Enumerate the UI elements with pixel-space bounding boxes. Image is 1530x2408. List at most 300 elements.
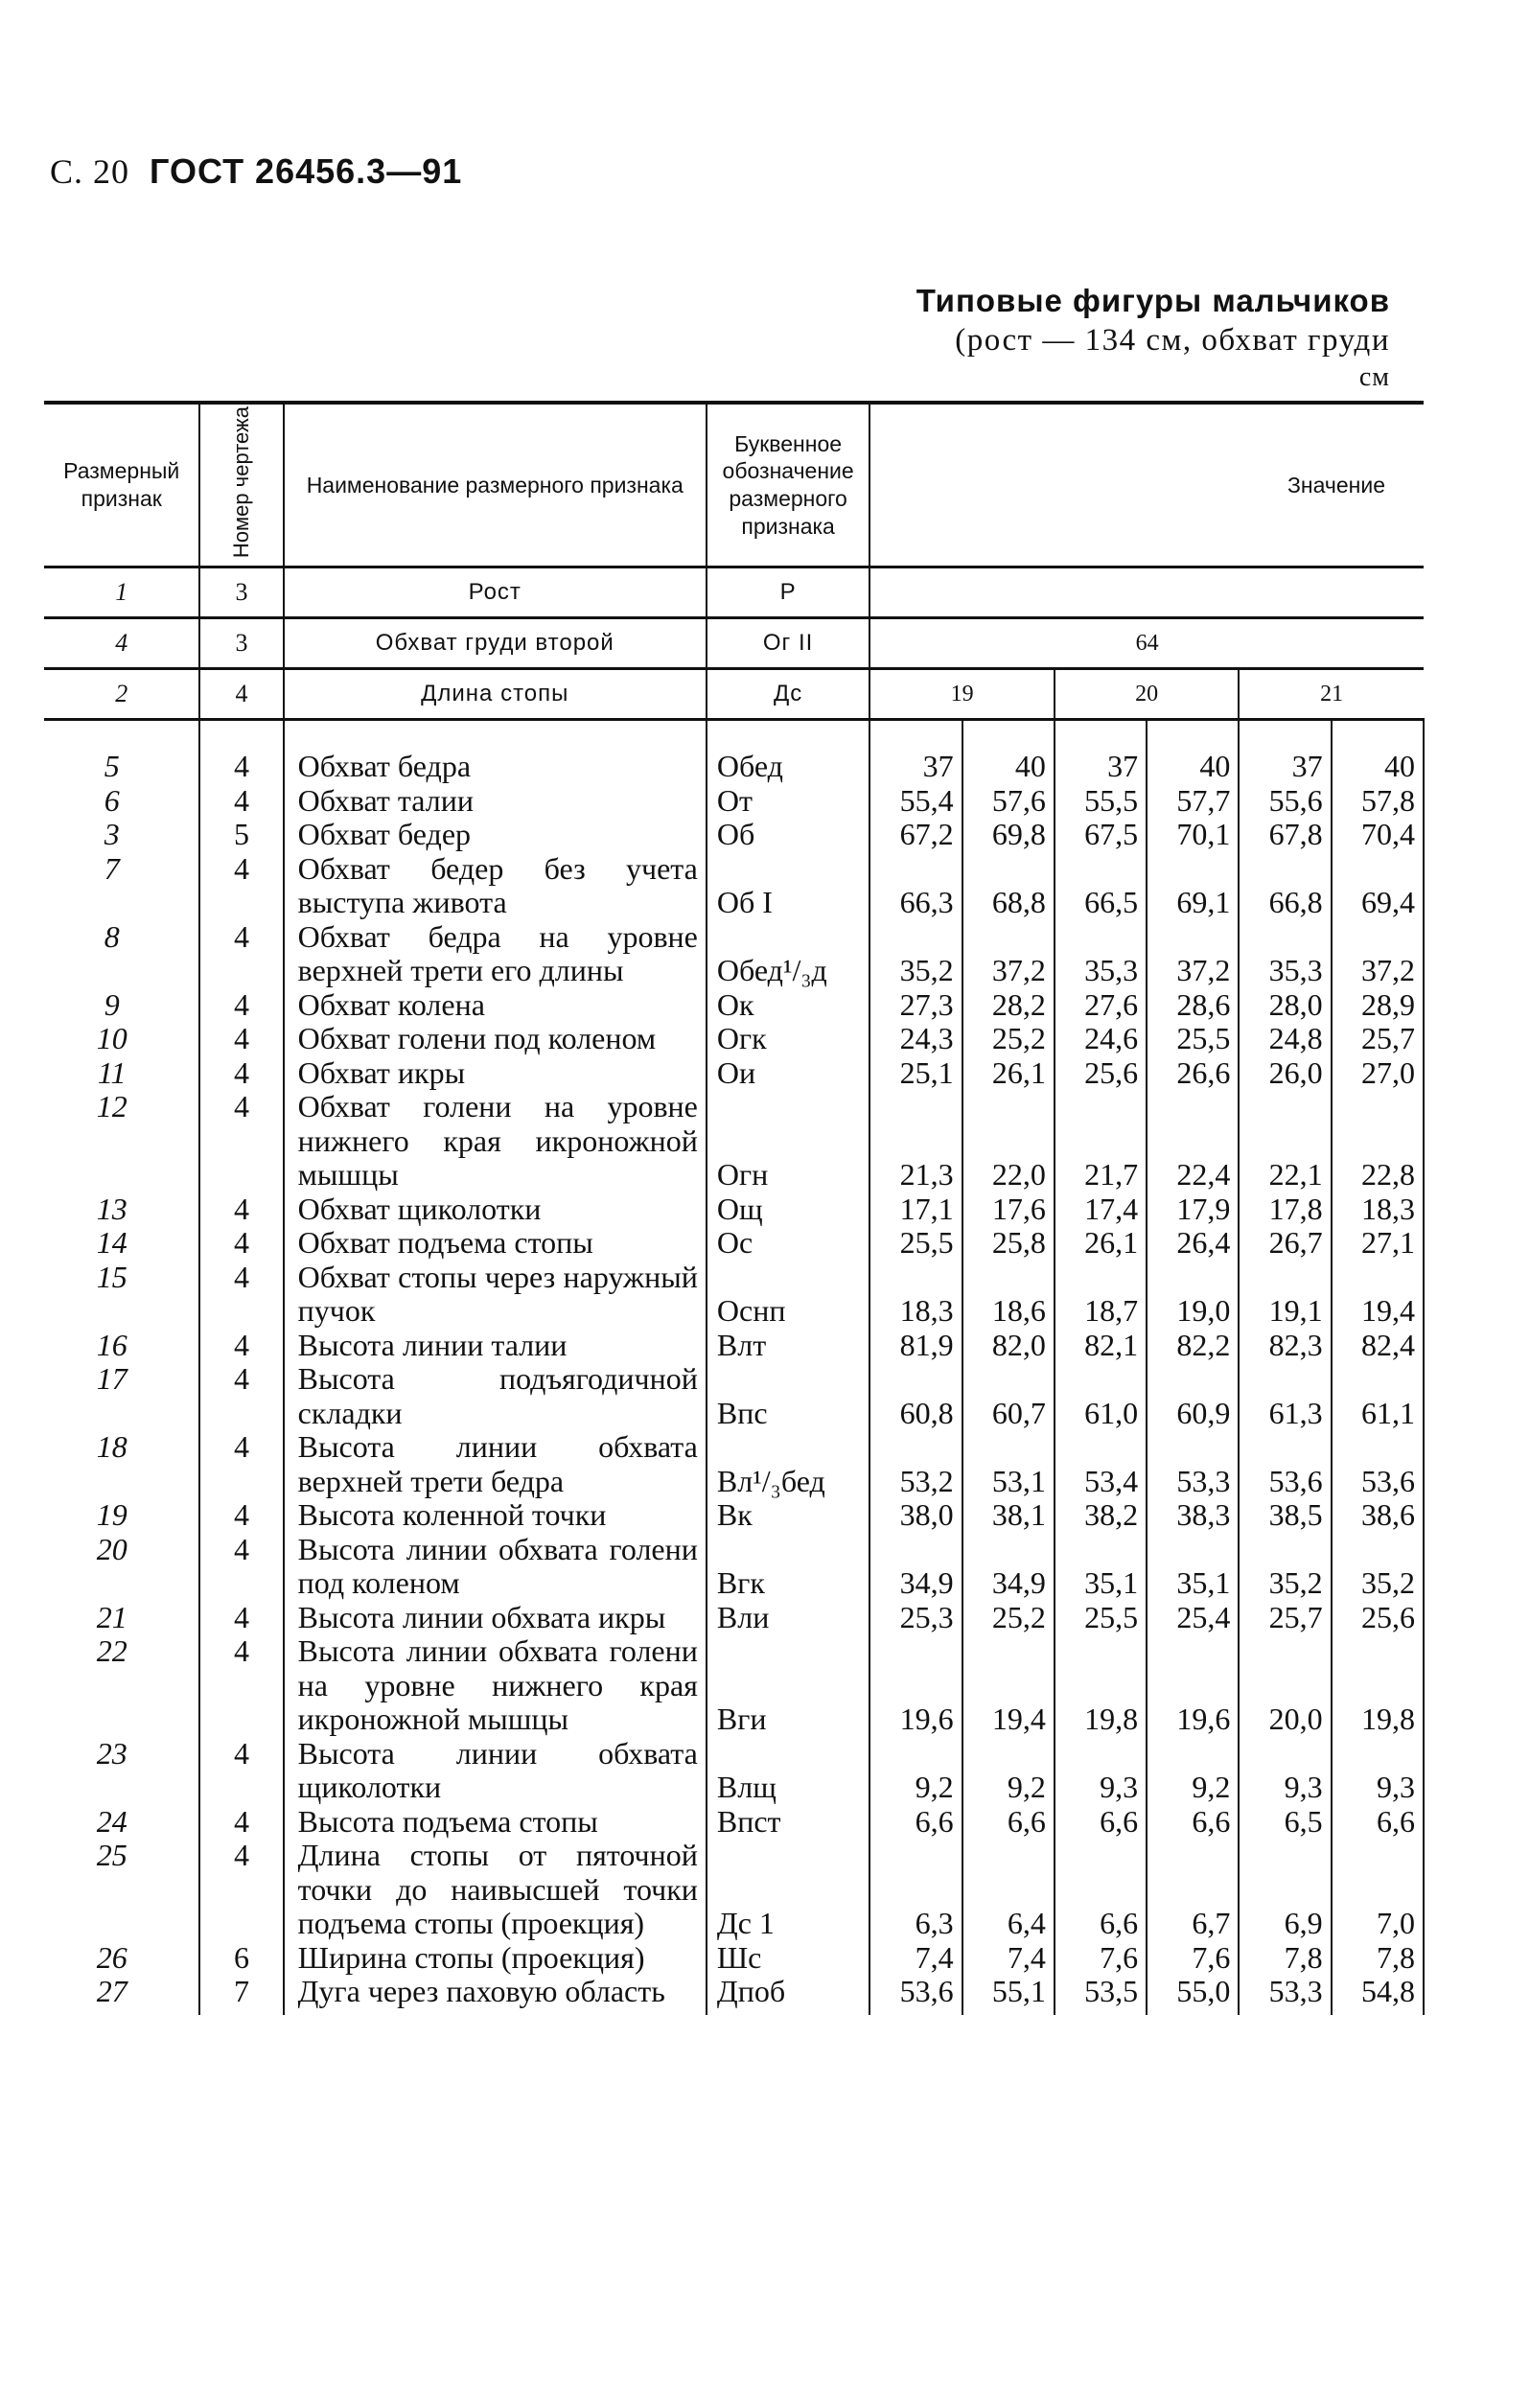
table-row	[44, 1737, 1424, 1805]
param-value: 35,1	[1055, 1533, 1147, 1601]
param-value: 53,3	[1239, 1975, 1331, 2015]
drawing-number: 4	[199, 1430, 283, 1498]
table-row	[44, 852, 1424, 920]
drawing-number: 4	[199, 1634, 283, 1737]
table-row	[44, 1839, 1424, 1941]
row-number: 23	[96, 1735, 128, 1771]
spacer-cell	[199, 720, 283, 751]
param-value: 19,1	[1239, 1261, 1331, 1329]
drawing-number: 4	[199, 1601, 283, 1635]
param-name: Высота линии обхвата щиколотки	[284, 1737, 707, 1805]
row-number: 11	[97, 1054, 127, 1090]
row-number: 9	[104, 986, 120, 1022]
col-header-value: Значение	[869, 403, 1424, 567]
param-value: 25,7	[1332, 1022, 1424, 1056]
param-value: 25,6	[1055, 1056, 1147, 1091]
spacer-row	[44, 720, 1424, 751]
param-value: 70,1	[1147, 818, 1239, 852]
row-number: 20	[96, 1531, 128, 1566]
header-rows	[44, 567, 1424, 720]
param-value: 57,7	[1147, 784, 1239, 819]
param-value: 28,6	[1147, 988, 1239, 1023]
table-row	[44, 988, 1424, 1023]
param-value: 17,1	[869, 1192, 962, 1227]
param-value: 6,4	[962, 1839, 1055, 1941]
param-value: 7,8	[1239, 1941, 1331, 1976]
row-number: 18	[96, 1429, 128, 1464]
param-value: 57,8	[1332, 784, 1424, 819]
page-number: С. 20	[50, 152, 130, 191]
param-value: 35,2	[1332, 1533, 1424, 1601]
param-value: 22,4	[1147, 1090, 1239, 1192]
param-symbol: Ок	[707, 988, 869, 1023]
param-symbol: Дс	[707, 669, 869, 720]
param-value: 26,6	[1147, 1056, 1239, 1091]
param-value: 19,8	[1332, 1634, 1424, 1737]
drawing-number: 4	[199, 920, 283, 988]
param-value: 35,2	[869, 920, 962, 988]
row-number: 25	[96, 1838, 128, 1872]
row-number: 19	[96, 1497, 128, 1532]
param-value: 28,0	[1239, 988, 1331, 1023]
param-value: 82,2	[1147, 1329, 1239, 1363]
foot-length-row	[44, 669, 1424, 720]
param-value: 70,4	[1332, 818, 1424, 852]
table-row	[44, 920, 1424, 988]
table-row	[44, 1805, 1424, 1840]
param-value: 22,1	[1239, 1090, 1331, 1192]
param-name: Обхват бедер без учета выступа живота	[284, 852, 707, 920]
row-number: 2	[44, 669, 199, 720]
param-symbol: Р	[707, 567, 869, 618]
param-value: 40	[962, 750, 1055, 784]
param-value: 40	[1147, 750, 1239, 784]
param-value: 25,2	[962, 1601, 1055, 1635]
param-symbol: Впс	[707, 1362, 869, 1430]
param-value: 55,5	[1055, 784, 1147, 819]
param-value: 19,0	[1147, 1261, 1239, 1329]
param-value: 38,2	[1055, 1498, 1147, 1533]
row-number: 3	[104, 817, 120, 851]
title-line-1: Типовые фигуры мальчиков	[916, 283, 1390, 318]
param-value: 37,2	[1147, 920, 1239, 988]
param-value: 18,3	[869, 1261, 962, 1329]
table-header-row	[44, 403, 1424, 567]
param-value: 19,4	[1332, 1261, 1424, 1329]
param-name: Рост	[284, 567, 707, 618]
param-value: 17,6	[962, 1192, 1055, 1227]
drawing-number: 4	[199, 1362, 283, 1430]
param-symbol: Ои	[707, 1056, 869, 1091]
spacer-cell	[1332, 720, 1424, 751]
row-number: 1	[44, 567, 199, 618]
param-value: 53,6	[869, 1975, 962, 2015]
row-number: 21	[96, 1599, 128, 1634]
foot-size-value: 19	[869, 669, 1055, 720]
param-value: 7,6	[1055, 1941, 1147, 1976]
param-value: 20,0	[1239, 1634, 1331, 1737]
param-value: 26,1	[1055, 1226, 1147, 1261]
param-name: Обхват щиколотки	[284, 1192, 707, 1227]
param-value: 27,3	[869, 988, 962, 1023]
spacer-cell	[962, 720, 1055, 751]
param-value: 69,8	[962, 818, 1055, 852]
param-name: Высота линии обхвата голени под коленом	[284, 1533, 707, 1601]
param-value: 61,1	[1332, 1362, 1424, 1430]
param-symbol: Ос	[707, 1226, 869, 1261]
param-value: 54,8	[1332, 1975, 1424, 2015]
drawing-number: 7	[199, 1975, 283, 2015]
param-value: 38,1	[962, 1498, 1055, 1533]
param-value: 53,3	[1147, 1430, 1239, 1498]
param-value: 61,3	[1239, 1362, 1331, 1430]
param-value: 35,1	[1147, 1533, 1239, 1601]
param-value: 24,6	[1055, 1022, 1147, 1056]
row-number: 27	[96, 1974, 128, 2008]
param-value: 6,7	[1147, 1839, 1239, 1941]
row-number: 8	[104, 918, 120, 954]
param-value: 82,1	[1055, 1329, 1147, 1363]
param-value: 25,1	[869, 1056, 962, 1091]
param-name: Обхват стопы через наружный пучок	[284, 1261, 707, 1329]
drawing-number: 3	[199, 618, 283, 669]
table-row	[44, 818, 1424, 852]
drawing-number: 4	[199, 852, 283, 920]
param-symbol: Впст	[707, 1805, 869, 1840]
param-value: 6,9	[1239, 1839, 1331, 1941]
row-number: 14	[96, 1225, 128, 1260]
param-symbol: Вл¹/₃бед	[707, 1430, 869, 1498]
param-value: 53,6	[1239, 1430, 1331, 1498]
param-value: 6,6	[962, 1805, 1055, 1840]
param-name: Дуга через паховую область	[284, 1975, 707, 2015]
param-value: 6,6	[869, 1805, 962, 1840]
param-value: 37,2	[962, 920, 1055, 988]
param-value: 38,5	[1239, 1498, 1331, 1533]
param-name: Длина стопы от пяточной точки до наивысшей точки подъема стопы (проекция)	[284, 1839, 707, 1941]
drawing-number: 4	[199, 1226, 283, 1261]
param-value: 28,2	[962, 988, 1055, 1023]
row-number: 15	[96, 1259, 128, 1294]
param-value: 37	[1055, 750, 1147, 784]
param-value: 26,4	[1147, 1226, 1239, 1261]
param-symbol: Вли	[707, 1601, 869, 1635]
param-symbol: Обед¹/₃д	[707, 920, 869, 988]
param-value: 21,7	[1055, 1090, 1147, 1192]
param-value: 64	[869, 618, 1424, 669]
param-value: 6,6	[1055, 1805, 1147, 1840]
param-symbol: Дс 1	[707, 1839, 869, 1941]
param-value: 38,0	[869, 1498, 962, 1533]
param-symbol: Об	[707, 818, 869, 852]
param-value: 27,1	[1332, 1226, 1424, 1261]
param-value: 18,7	[1055, 1261, 1147, 1329]
table-row	[44, 1022, 1424, 1056]
param-name: Ширина стопы (проекция)	[284, 1941, 707, 1976]
param-value: 55,6	[1239, 784, 1331, 819]
row-number: 5	[104, 749, 120, 783]
param-value: 27,6	[1055, 988, 1147, 1023]
param-value: 38,3	[1147, 1498, 1239, 1533]
drawing-number: 4	[199, 1056, 283, 1091]
drawing-number: 4	[199, 784, 283, 819]
param-name: Обхват икры	[284, 1056, 707, 1091]
param-value: 55,4	[869, 784, 962, 819]
table-row	[44, 1362, 1424, 1430]
param-value: 9,3	[1332, 1737, 1424, 1805]
param-name: Высота линии обхвата голени на уровне нижнего края икроножной мышцы	[284, 1634, 707, 1737]
param-symbol: Шс	[707, 1941, 869, 1976]
param-value: 9,2	[962, 1737, 1055, 1805]
param-value: 25,6	[1332, 1601, 1424, 1635]
row-number: 17	[96, 1361, 128, 1396]
param-name: Обхват бедра на уровне верхней трети его длины	[284, 920, 707, 988]
param-name: Обхват талии	[284, 784, 707, 819]
drawing-number: 4	[199, 669, 283, 720]
param-value: 25,8	[962, 1226, 1055, 1261]
param-value: 18,6	[962, 1261, 1055, 1329]
drawing-number: 4	[199, 1022, 283, 1056]
drawing-number: 3	[199, 567, 283, 618]
param-value: 67,8	[1239, 818, 1331, 852]
param-value: 69,1	[1147, 852, 1239, 920]
title-line-2: (рост — 134 см, обхват груди	[955, 323, 1390, 358]
param-value: 40	[1332, 750, 1424, 784]
table-row	[44, 1056, 1424, 1091]
param-value: 7,4	[962, 1941, 1055, 1976]
param-value: 7,8	[1332, 1941, 1424, 1976]
param-value: 61,0	[1055, 1362, 1147, 1430]
param-value: 53,1	[962, 1430, 1055, 1498]
param-value: 25,5	[869, 1226, 962, 1261]
col-header-nomer	[199, 403, 283, 567]
param-name: Обхват колена	[284, 988, 707, 1023]
param-symbol: Влщ	[707, 1737, 869, 1805]
param-value: 9,3	[1055, 1737, 1147, 1805]
spacer-cell	[707, 720, 869, 751]
param-symbol: Вк	[707, 1498, 869, 1533]
param-value: 37	[1239, 750, 1331, 784]
drawing-number: 4	[199, 1737, 283, 1805]
param-symbol: Огк	[707, 1022, 869, 1056]
document-code: ГОСТ 26456.3—91	[150, 151, 463, 191]
param-value: 24,3	[869, 1022, 962, 1056]
param-value: 22,8	[1332, 1090, 1424, 1192]
table-row	[44, 784, 1424, 819]
param-value: 34,9	[869, 1533, 962, 1601]
param-value: 67,2	[869, 818, 962, 852]
param-name: Высота линии талии	[284, 1329, 707, 1363]
param-name: Высота подъема стопы	[284, 1805, 707, 1840]
table-row	[44, 1941, 1424, 1976]
param-value: 19,6	[1147, 1634, 1239, 1737]
param-value: 69,4	[1332, 852, 1424, 920]
table-row	[44, 1533, 1424, 1601]
table-row	[44, 1226, 1424, 1261]
param-value: 60,9	[1147, 1362, 1239, 1430]
table-row	[44, 1430, 1424, 1498]
drawing-number: 4	[199, 1839, 283, 1941]
row-number: 16	[96, 1327, 128, 1362]
table-row	[44, 1090, 1424, 1192]
param-value: 35,3	[1055, 920, 1147, 988]
param-name: Длина стопы	[284, 669, 707, 720]
param-value: 17,9	[1147, 1192, 1239, 1227]
param-value: 37	[869, 750, 962, 784]
param-value: 6,6	[1332, 1805, 1424, 1840]
table-row	[44, 1498, 1424, 1533]
param-value: 55,0	[1147, 1975, 1239, 2015]
header-param-row	[44, 618, 1424, 669]
param-value: 21,3	[869, 1090, 962, 1192]
param-value: 68,8	[962, 852, 1055, 920]
param-value: 25,2	[962, 1022, 1055, 1056]
drawing-number: 4	[199, 1498, 283, 1533]
param-value: 35,3	[1239, 920, 1331, 988]
param-name: Обхват бедер	[284, 818, 707, 852]
col-header-razmer: Размерный признак	[44, 403, 199, 567]
table-row	[44, 750, 1424, 784]
param-value: 6,3	[869, 1839, 962, 1941]
param-value: 25,5	[1147, 1022, 1239, 1056]
param-value: 28,9	[1332, 988, 1424, 1023]
param-value: 22,0	[962, 1090, 1055, 1192]
param-value: 55,1	[962, 1975, 1055, 2015]
param-symbol: От	[707, 784, 869, 819]
param-value	[869, 567, 1424, 618]
param-value: 9,2	[1147, 1737, 1239, 1805]
param-value: 67,5	[1055, 818, 1147, 852]
page-header	[50, 151, 462, 192]
param-value: 53,2	[869, 1430, 962, 1498]
row-number: 12	[96, 1089, 128, 1123]
param-symbol: Огн	[707, 1090, 869, 1192]
param-name: Высота подъягодичной складки	[284, 1362, 707, 1430]
param-value: 19,8	[1055, 1634, 1147, 1737]
param-value: 25,3	[869, 1601, 962, 1635]
param-value: 25,7	[1239, 1601, 1331, 1635]
param-value: 53,4	[1055, 1430, 1147, 1498]
drawing-number: 6	[199, 1941, 283, 1976]
param-value: 9,2	[869, 1737, 962, 1805]
param-value: 37,2	[1332, 920, 1424, 988]
param-name: Обхват груди второй	[284, 618, 707, 669]
col-header-nomer-text: Номер чертежа	[228, 405, 253, 558]
spacer-cell	[1239, 720, 1331, 751]
param-value: 18,3	[1332, 1192, 1424, 1227]
param-value: 19,6	[869, 1634, 962, 1737]
drawing-number: 4	[199, 988, 283, 1023]
row-number: 13	[96, 1191, 128, 1226]
row-number: 22	[96, 1633, 128, 1668]
param-value: 26,7	[1239, 1226, 1331, 1261]
data-rows	[44, 720, 1424, 2015]
col-header-name: Наименование размерного признака	[284, 403, 707, 567]
spacer-cell	[284, 720, 707, 751]
param-value: 17,4	[1055, 1192, 1147, 1227]
foot-size-value: 21	[1239, 669, 1424, 720]
param-value: 34,9	[962, 1533, 1055, 1601]
param-name: Обхват голени на уровне нижнего края икроножной мышцы	[284, 1090, 707, 1192]
drawing-number: 5	[199, 818, 283, 852]
spacer-cell	[44, 720, 199, 751]
spacer-cell	[1147, 720, 1239, 751]
param-value: 66,8	[1239, 852, 1331, 920]
param-name: Высота линии обхвата икры	[284, 1601, 707, 1635]
drawing-number: 4	[199, 1533, 283, 1601]
measurements-table	[44, 401, 1425, 2015]
param-value: 24,8	[1239, 1022, 1331, 1056]
table-row	[44, 1975, 1424, 2015]
param-symbol: Обед	[707, 750, 869, 784]
param-value: 17,8	[1239, 1192, 1331, 1227]
drawing-number: 4	[199, 1090, 283, 1192]
param-symbol: Вгк	[707, 1533, 869, 1601]
param-value: 25,4	[1147, 1601, 1239, 1635]
title-unit: см	[1358, 362, 1390, 392]
param-value: 7,6	[1147, 1941, 1239, 1976]
table-row	[44, 1329, 1424, 1363]
param-value: 6,6	[1147, 1805, 1239, 1840]
param-symbol: Дпоб	[707, 1975, 869, 2015]
param-name: Высота коленной точки	[284, 1498, 707, 1533]
param-value: 82,3	[1239, 1329, 1331, 1363]
drawing-number: 4	[199, 750, 283, 784]
row-number: 26	[96, 1939, 128, 1975]
param-value: 9,3	[1239, 1737, 1331, 1805]
table-row	[44, 1261, 1424, 1329]
param-value: 82,0	[962, 1329, 1055, 1363]
param-value: 66,3	[869, 852, 962, 920]
drawing-number: 4	[199, 1261, 283, 1329]
param-name: Обхват подъема стопы	[284, 1226, 707, 1261]
table-title	[916, 283, 1390, 393]
row-number: 6	[104, 782, 120, 818]
header-param-row	[44, 567, 1424, 618]
param-value: 82,4	[1332, 1329, 1424, 1363]
param-value: 35,2	[1239, 1533, 1331, 1601]
param-value: 81,9	[869, 1329, 962, 1363]
drawing-number: 4	[199, 1805, 283, 1840]
row-number: 4	[44, 618, 199, 669]
foot-size-value: 20	[1055, 669, 1240, 720]
param-value: 60,8	[869, 1362, 962, 1430]
param-symbol: Влт	[707, 1329, 869, 1363]
row-number: 24	[96, 1803, 128, 1839]
param-value: 6,5	[1239, 1805, 1331, 1840]
drawing-number: 4	[199, 1192, 283, 1227]
param-value: 25,5	[1055, 1601, 1147, 1635]
param-symbol: Ог II	[707, 618, 869, 669]
param-value: 38,6	[1332, 1498, 1424, 1533]
param-value: 7,0	[1332, 1839, 1424, 1941]
param-symbol: Об I	[707, 852, 869, 920]
param-value: 60,7	[962, 1362, 1055, 1430]
spacer-cell	[1055, 720, 1147, 751]
param-name: Обхват бедра	[284, 750, 707, 784]
col-header-symbol: Буквенное обозначение размерного признака	[707, 403, 869, 567]
param-value: 26,1	[962, 1056, 1055, 1091]
param-value: 6,6	[1055, 1839, 1147, 1941]
param-value: 53,5	[1055, 1975, 1147, 2015]
param-name: Высота линии обхвата верхней трети бедра	[284, 1430, 707, 1498]
param-name: Обхват голени под коленом	[284, 1022, 707, 1056]
table-row	[44, 1192, 1424, 1227]
row-number: 7	[104, 850, 120, 886]
param-value: 19,4	[962, 1634, 1055, 1737]
param-value: 53,6	[1332, 1430, 1424, 1498]
param-symbol: Вги	[707, 1634, 869, 1737]
